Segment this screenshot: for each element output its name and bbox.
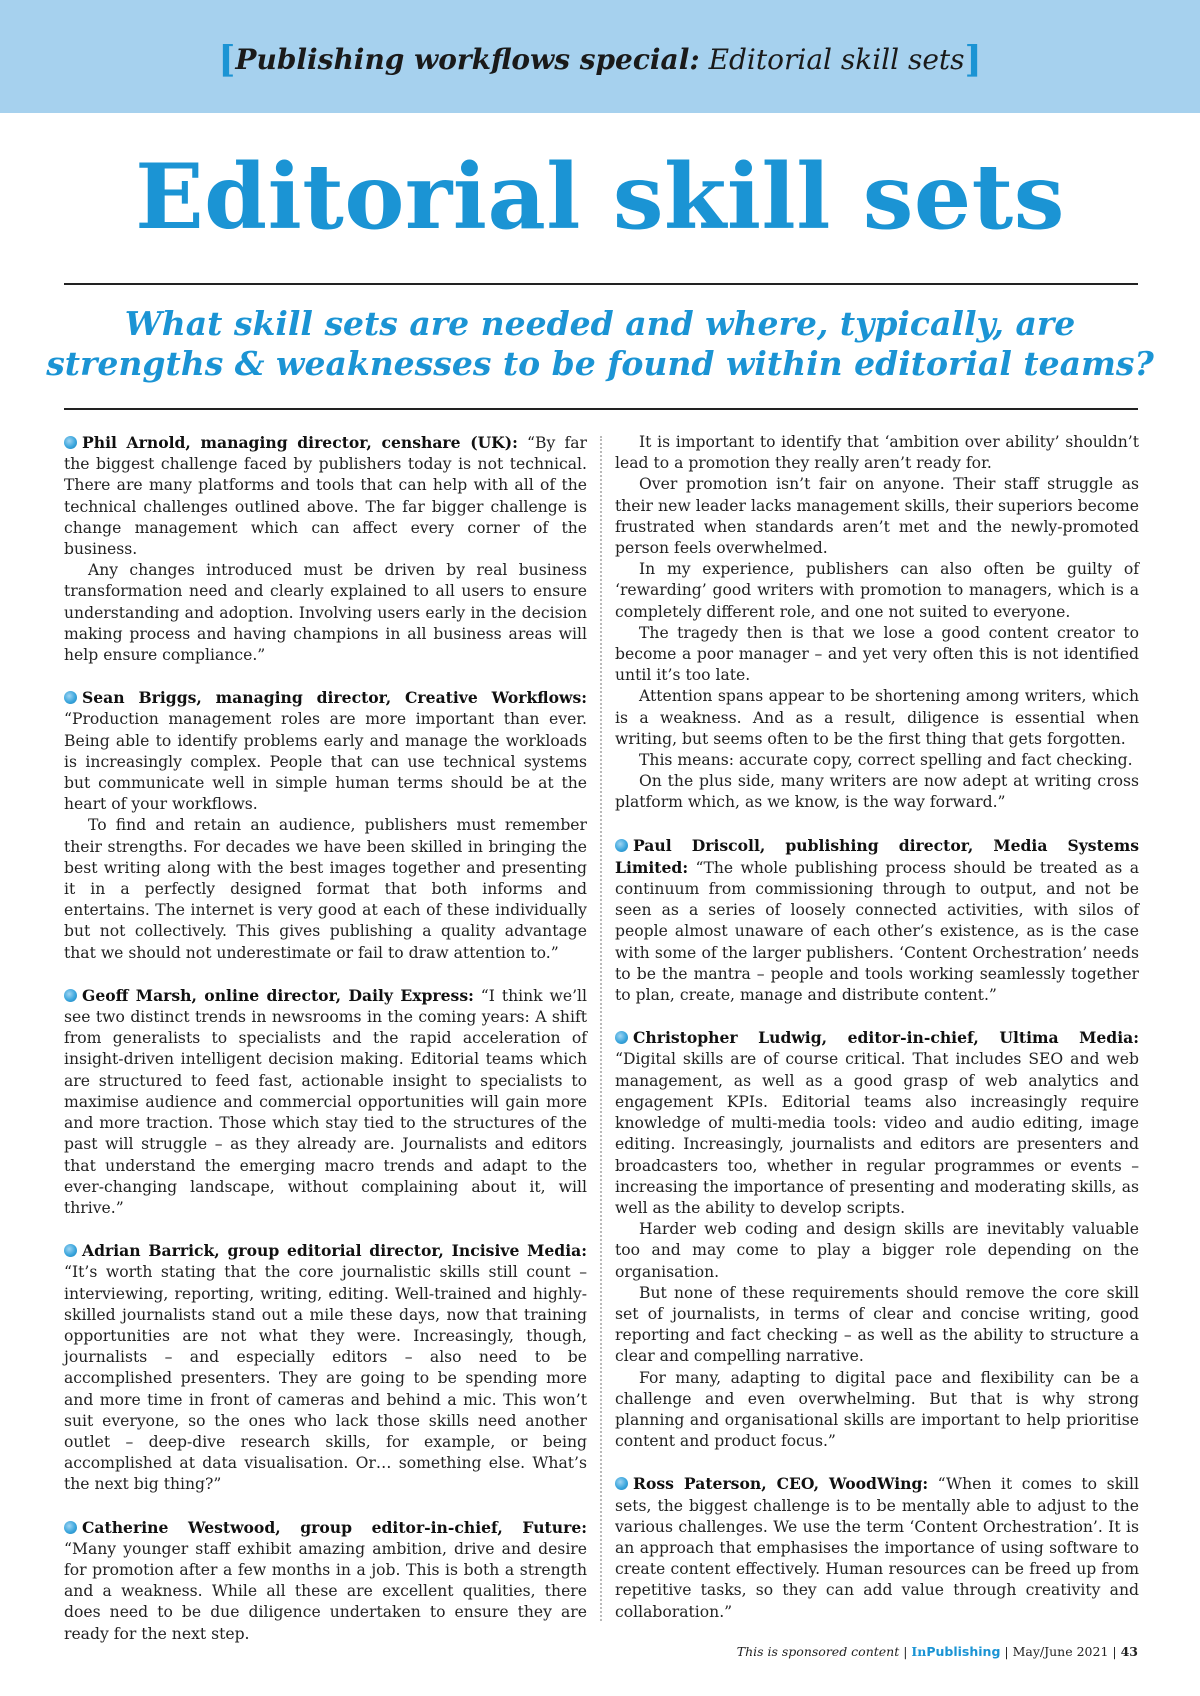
paragraph-text: The tragedy then is that we lose a good content creator to become a poor manager – and yet very often this is not identified until it’s too late.	[615, 623, 1139, 685]
quote-entry	[64, 1517, 587, 1645]
paragraph-text: “It’s worth stating that the core journalistic skills still count – interviewing, reporting, writing, editing. Well-trained and highly-skilled journalists stand out a mile these days, now that training opportunities are not what they were. Increasingly, though, journalists – and especially editors – also need to be accomplished presenters. They are going to be spending more and more time in front of cameras and behind a mic. This won’t suit everyone, so the ones who lack those skills need another outlet – deep-dive research skills, for example, or being accomplished at data visualisation. Or… something else. What’s the next big thing?”	[64, 1263, 587, 1494]
quote-paragraph	[615, 750, 1139, 771]
speaker-name: Paul Driscoll, publishing director, Media Systems Limited:	[615, 835, 1139, 877]
quote-entry	[64, 687, 587, 964]
speaker-name: Catherine Westwood, group editor-in-chief, Future:	[82, 1517, 587, 1537]
paragraph-text: “The whole publishing process should be treated as a continuum from commissioning through to output, and not be seen as a series of loosely connected activities, with silos of people almost unaware of each other’s existence, as is the case with some of the larger publishers. ‘Content Orchestration’ needs to be the mantra – people and tools working seamlessly together to plan, create, manage and distribute content.”	[615, 858, 1139, 1005]
quote-entry	[64, 1240, 587, 1495]
bullet-dot-icon	[64, 1521, 77, 1534]
speaker-name: Christopher Ludwig, editor-in-chief, Ultima Media:	[633, 1028, 1139, 1048]
paragraph-text: Attention spans appear to be shortening among writers, which is a weakness. And as a result, diligence is essential when writing, but seems often to be the first thing that gets forgotten.	[615, 687, 1139, 748]
subtitle-divider	[64, 408, 1138, 410]
speaker-name: Adrian Barrick, group editorial director, Incisive Media:	[82, 1241, 587, 1261]
quote-paragraph	[615, 1473, 1139, 1622]
left-column	[64, 432, 587, 1666]
quote-paragraph	[64, 815, 587, 963]
paragraph-text: It is important to identify that ‘ambition over ability’ shouldn’t lead to a promotion they really aren’t ready for.	[615, 433, 1139, 473]
section-banner	[0, 0, 1200, 113]
speaker-name: Ross Paterson, CEO, WoodWing:	[633, 1474, 929, 1494]
quote-entry	[615, 1473, 1139, 1622]
quote-paragraph	[64, 687, 587, 815]
quote-paragraph	[615, 559, 1139, 623]
paragraph-text: “Production management roles are more important than ever. Being able to identify problems early and manage the workloads is increasingly complex. People that can use technical systems but communicate well in simple human terms should be at the heart of your workflows.	[64, 710, 587, 814]
quote-paragraph	[615, 1027, 1139, 1219]
quote-entry	[615, 432, 1139, 814]
bullet-dot-icon	[615, 1031, 628, 1044]
bullet-dot-icon	[64, 989, 77, 1002]
paragraph-text: “I think we’ll see two distinct trends in newsrooms in the coming years: A shift from generalists to specialists and the rapid acceleration of insight-driven intelligent decision making. Editorial teams which are structured to feed fast, actionable insight to specialists to maximise audience and commercial opportunities will gain more and more traction. Those which stay tied to the structures of the past will struggle – as they already are. Journalists and editors that understand the emerging macro trends and adapt to the ever-changing landscape, without complaining about it, will thrive.”	[64, 986, 588, 1217]
paragraph-text: Harder web coding and design skills are inevitably valuable too and may come to play a bigger role depending on the organisation.	[615, 1220, 1139, 1281]
quote-paragraph	[615, 474, 1139, 559]
paragraph-text: This means: accurate copy, correct spelling and fact checking.	[639, 751, 1133, 770]
quote-paragraph	[615, 771, 1139, 813]
quote-entry	[615, 835, 1139, 1007]
bullet-dot-icon	[615, 839, 628, 852]
quote-paragraph	[64, 1517, 587, 1645]
quote-paragraph	[615, 1368, 1139, 1453]
quote-paragraph	[64, 432, 587, 560]
paragraph-text: In my experience, publishers can also often be guilty of ‘rewarding’ good writers with promotion to managers, which is a completely different role, and one not suited to everyone.	[615, 560, 1139, 621]
banner-label-bold: Publishing workflows special:	[235, 43, 700, 76]
quote-paragraph	[64, 985, 587, 1219]
bullet-dot-icon	[615, 1477, 628, 1490]
quote-entry	[615, 1027, 1139, 1452]
speaker-name: Geoff Marsh, online director, Daily Express:	[82, 985, 474, 1005]
speaker-name: Sean Briggs, managing director, Creative Workflows:	[82, 688, 587, 708]
paragraph-text: “Many younger staff exhibit amazing ambition, drive and desire for promotion after a few months in a job. This is both a strength and a weakness. While all these are excellent qualities, there does need to be due diligence undertaken to ensure they are ready for the next step.	[64, 1539, 587, 1643]
paragraph-text: On the plus side, many writers are now adept at writing cross platform which, as we know, is the way forward.”	[615, 772, 1139, 812]
brand-in: In	[911, 1644, 927, 1659]
quote-paragraph	[64, 1240, 587, 1495]
bullet-dot-icon	[64, 436, 77, 449]
quote-paragraph	[615, 686, 1139, 750]
page-subtitle: What skill sets are needed and where, typically, are strengths & weaknesses to be found within editorial teams?	[46, 304, 1154, 383]
paragraph-text: Over promotion isn’t fair on anyone. Their staff struggle as their new leader lacks management skills, their superiors become frustrated when standards aren’t met and the newly-promoted person feels overwhelmed.	[615, 475, 1139, 558]
sponsored-note: This is sponsored content	[736, 1644, 900, 1659]
page-footer	[737, 1644, 1138, 1659]
quote-paragraph	[615, 623, 1139, 687]
paragraph-text: For many, adapting to digital pace and flexibility can be a challenge and even overwhelming. But that is why strong planning and organisational skills are important to help prioritise content and product focus.”	[615, 1368, 1139, 1451]
quote-paragraph	[615, 835, 1139, 1007]
column-divider	[600, 436, 602, 1621]
page-number: 43	[1120, 1644, 1138, 1659]
banner-open-bracket: [	[218, 39, 236, 81]
quote-paragraph	[615, 432, 1139, 474]
bullet-dot-icon	[64, 1244, 77, 1257]
quote-paragraph	[64, 560, 587, 666]
quote-paragraph	[615, 1219, 1139, 1283]
right-column	[615, 432, 1139, 1644]
bullet-dot-icon	[64, 691, 77, 704]
paragraph-text: “By far the biggest challenge faced by publishers today is not technical. There are many platforms and tools that can help with all of the technical challenges outlined above. The far bigger challenge is change management which can affect every corner of the business.	[64, 434, 587, 559]
issue-date: May/June 2021	[1012, 1644, 1109, 1659]
paragraph-text: “Digital skills are of course critical. That includes SEO and web management, as well as a good grasp of web analytics and engagement KPIs. Editorial teams also increasingly require knowledge of multi-media tools: video and audio editing, image editing. Increasingly, journalists and editors are presenters and broadcasters too, whether in regular programmes or events – increasing the importance of presenting and moderating skills, as well as the ability to develop scripts.	[615, 1050, 1139, 1217]
paragraph-text: To find and retain an audience, publishers must remember their strengths. For decades we have been skilled in bringing the best writing along with the best images together and presenting it in a perfectly designed format that both informs and entertains. The internet is very good at each of these individually but not collectively. This gives publishing a quality advantage that we should not underestimate or fail to draw attention to.”	[64, 816, 587, 962]
quote-entry	[64, 985, 587, 1219]
brand-publishing: Publishing	[926, 1644, 1001, 1659]
paragraph-text: Any changes introduced must be driven by real business transformation need and clearly explained to all users to ensure understanding and adoption. Involving users early in the decision making process and having champions in all business areas will help ensure compliance.”	[64, 561, 587, 665]
footer-separator: |	[899, 1644, 912, 1659]
page-title: Editorial skill sets	[135, 144, 1065, 250]
banner-label	[0, 39, 1200, 81]
footer-separator: |	[1000, 1644, 1013, 1659]
quote-entry	[64, 432, 587, 666]
banner-close-bracket: ]	[964, 39, 982, 81]
quote-paragraph	[615, 1283, 1139, 1368]
title-divider	[64, 283, 1138, 285]
footer-separator: |	[1108, 1644, 1121, 1659]
speaker-name: Phil Arnold, managing director, censhare (UK):	[82, 433, 518, 452]
paragraph-text: “When it comes to skill sets, the biggest challenge is to be mentally able to adjust to the various challenges. We use the term ‘Content Orchestration’. It is an approach that emphasises the importance of using software to create content effectively. Human resources can be freed up from repetitive tasks, so they can add value through creativity and collaboration.”	[615, 1475, 1139, 1621]
paragraph-text: But none of these requirements should remove the core skill set of journalists, in terms of clear and concise writing, good reporting and fact checking – as well as the ability to structure a clear and compelling narrative.	[615, 1283, 1139, 1366]
banner-label-italic: Editorial skill sets	[699, 43, 965, 76]
